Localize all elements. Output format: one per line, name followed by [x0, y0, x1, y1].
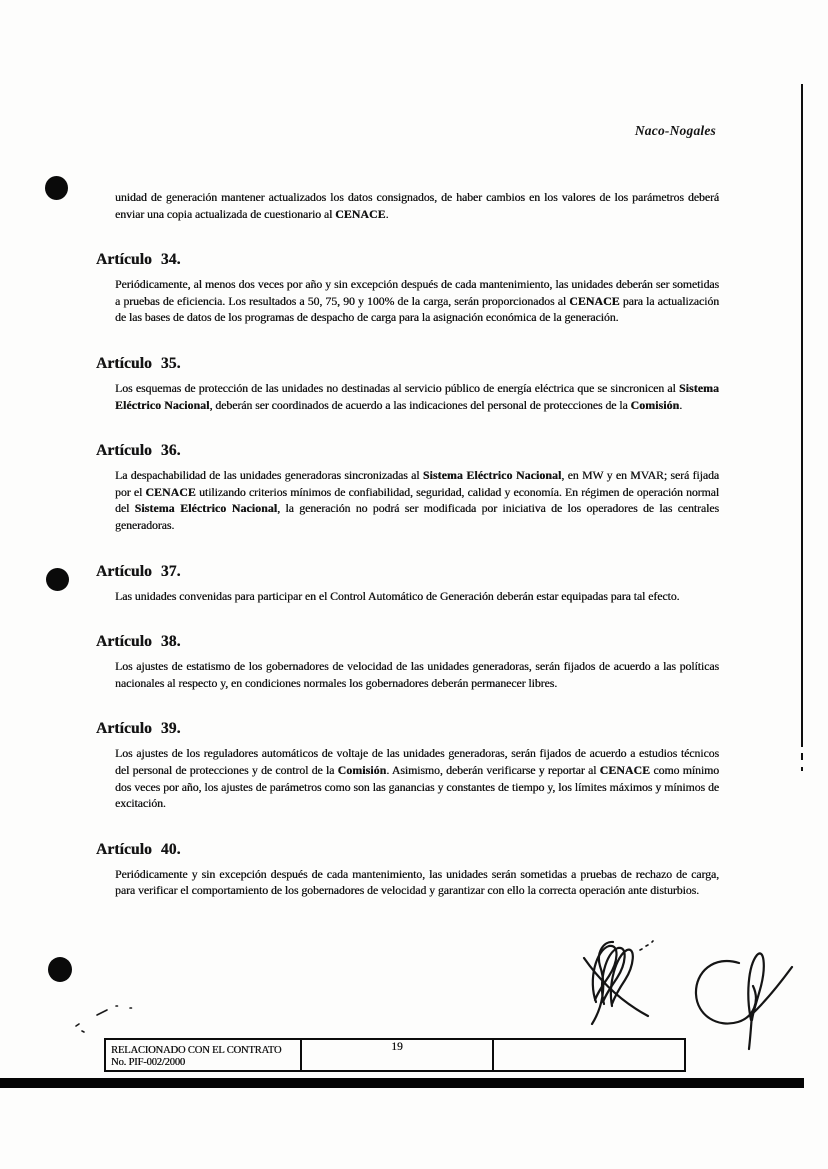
article-paragraph: Las unidades convenidas para participar en el Control Automático de Generación deberán estar equipadas para tal efecto. [115, 588, 680, 603]
pen-marks [76, 1006, 132, 1032]
intro-paragraph: unidad de generación mantener actualizados los datos consignados, de haber cambios en los valores de los parámetros deberá enviar una copia actualizada de cuestionario al CENACE. [115, 190, 719, 221]
article-paragraph: Periódicamente y sin excepción después de cada mantenimiento, las unidades serán sometidas a pruebas de rechazo de carga, para verificar el comportamiento de los gobernadores de velocidad y garantizar con ello la correcta operación ante disturbios. [115, 866, 719, 898]
signature-scribble-icon [584, 941, 653, 1024]
page-header-title: Naco-Nogales [634, 123, 716, 138]
article-paragraph: Los ajustes de los reguladores automáticos de voltaje de las unidades generadoras, serán fijados de acuerdo a estudios técnicos del personal de protecciones y de control de la Comisión. Asimismo, deberán verificarse y reportar al CENACE como mínimo dos veces por año, los ajustes de parámetros como son las ganancias y constantes de tiempo y, los límites máximos y mínimos de excitación. [115, 746, 719, 811]
article-heading: Artículo 36. [96, 442, 181, 460]
bottom-scan-bar [0, 1078, 804, 1088]
article-heading: Artículo 37. [96, 562, 181, 580]
footer-empty-cell [494, 1040, 684, 1070]
article-paragraph: La despachabilidad de las unidades generadoras sincronizadas al Sistema Eléctrico Nacional, en MW y en MVAR; será fijada por el CENACE utilizando criterios mínimos de confiabilidad, seguridad, calidad y economía. En régimen de operación normal del Sistema Eléctrico Nacional, la generación no podrá ser modificada por iniciativa de los operadores de las centrales generadoras. [115, 468, 720, 532]
article-heading: Artículo 40. [96, 840, 181, 858]
footer-contract-line1: RELACIONADO CON EL CONTRATO [111, 1045, 282, 1056]
article-heading: Artículo 38. [96, 633, 181, 651]
signature-loop-icon [696, 953, 792, 1049]
article-heading: Artículo 35. [96, 354, 181, 372]
article-paragraph: Los esquemas de protección de las unidades no destinadas al servicio público de energía eléctrica que se sincronicen al Sistema Eléctrico Nacional, deberán ser coordinados de acuerdo a las indicaciones del personal de protecciones de la Comisión. [115, 380, 719, 412]
article-paragraph: Los ajustes de estatismo de los gobernadores de velocidad de las unidades generadoras, serán fijados de acuerdo a las políticas nacionales al respecto y, en condiciones normales los gobernadores deberán permanecer libres. [115, 659, 719, 690]
footer-contract-line2: No. PIF-002/2000 [111, 1056, 185, 1068]
article-heading: Artículo 39. [96, 720, 181, 738]
article-paragraph: Periódicamente, al menos dos veces por año y sin excepción después de cada mantenimiento, las unidades deberán ser sometidas a pruebas de eficiencia. Los resultados a 50, 75, 90 y 100% de la carga, serán proporcionados al CENACE para la actualización de las bases de datos de los programas de despacho de carga para la asignación económica de la generación. [115, 277, 720, 325]
footer-table [104, 1038, 686, 1072]
article-heading: Artículo 34. [96, 251, 181, 269]
footer-page-cell [302, 1040, 494, 1070]
footer-contract-cell [106, 1040, 302, 1070]
page-number: 19 [391, 1041, 403, 1053]
